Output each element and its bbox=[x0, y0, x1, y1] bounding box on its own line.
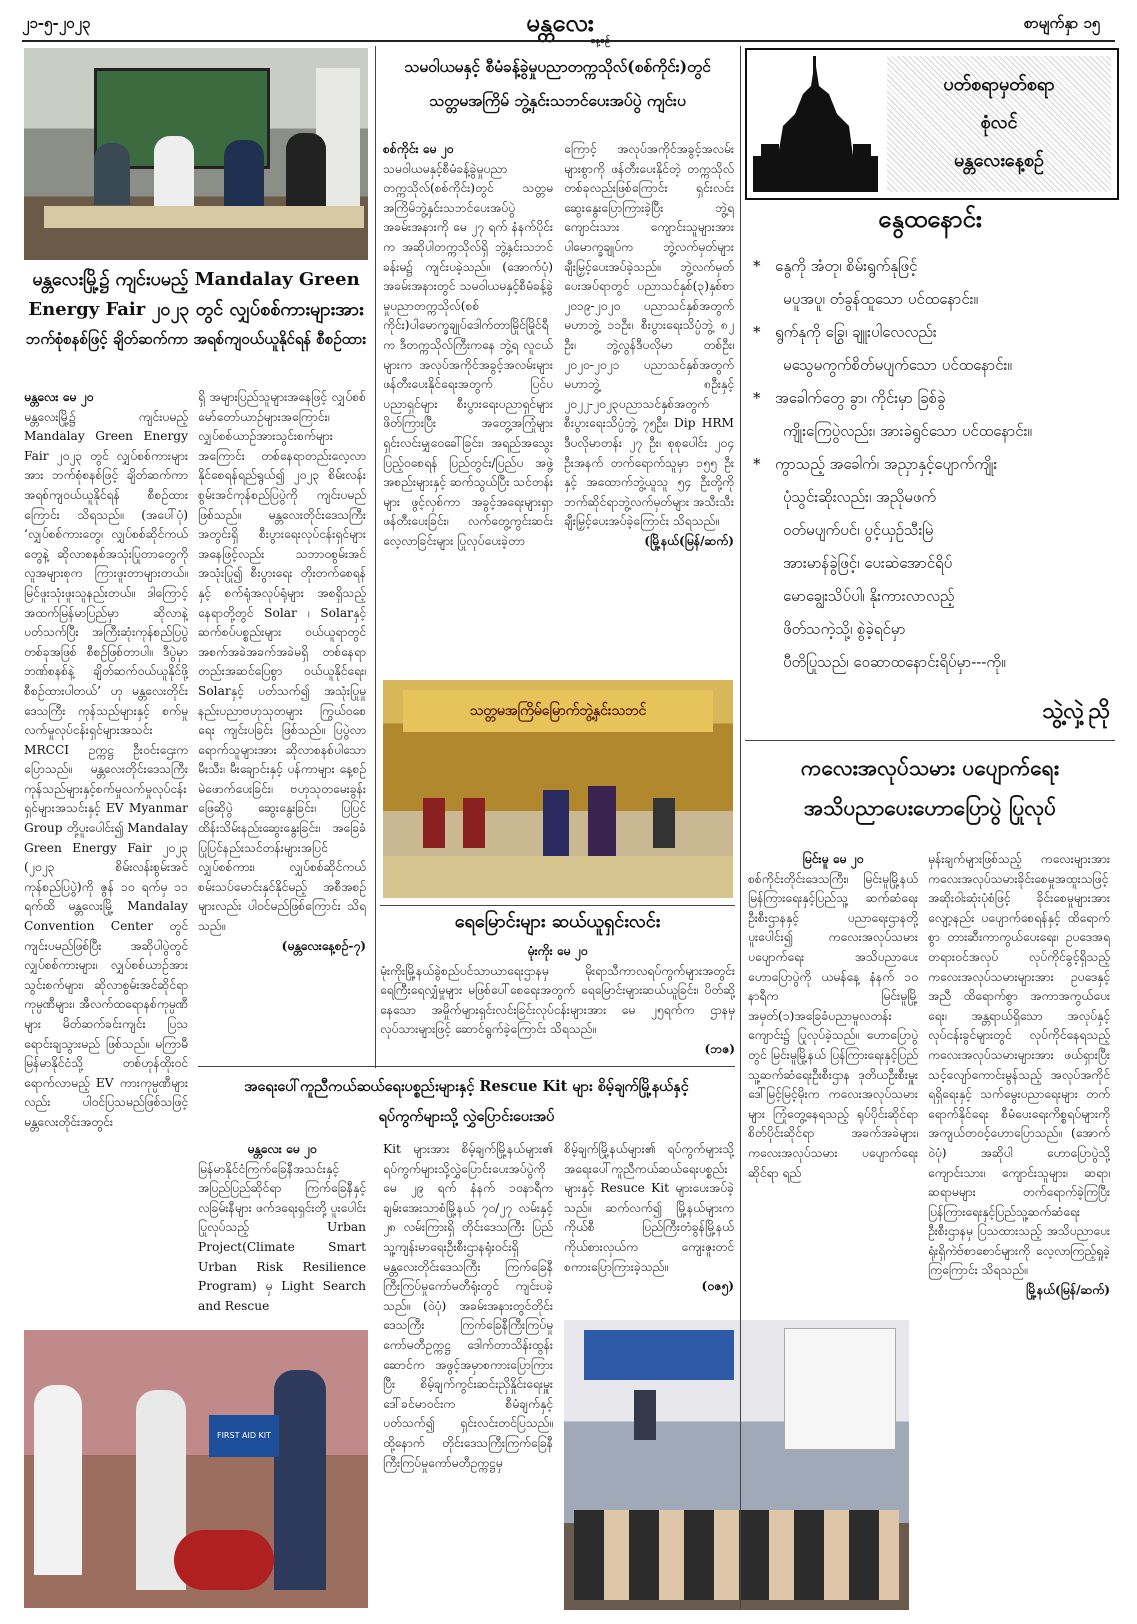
poem-body bbox=[753, 250, 1105, 679]
story4-headline-line2: ရပ်ကွက်များသို့ လွှဲပြောင်းပေးအပ် bbox=[378, 1108, 555, 1125]
star-bullet-icon: * bbox=[753, 389, 761, 407]
banner-line2: စုံလင် bbox=[980, 112, 1018, 133]
column-rule-1 bbox=[375, 46, 376, 1068]
poster-board bbox=[784, 1328, 896, 1450]
story1-headline bbox=[22, 268, 370, 349]
story3-text: မုံးကိုးမြို့နယ်ခွဲစည်ပင်သာယာရေးဌာနမှ မိုးရာသီကာလရပ်ကွက်များအတွင်း ရေကြီးရေလျှံမှုများ မဖြစ်ပေါ်စေရေးအတွက် ရေမြောင်းများဆယ်ယူခြင်း၊ ပိတ်ဆို့နေသော အမှိုက်များရှင်းလင်းခြင်းလုပ်ငန်းများအား မေ ၂၅ရက်က ဌာနမှ လုပ်သားများဖြင့် ဆောင်ရွက်ခဲ့ကြောင်း သိရသည်။ bbox=[380, 963, 735, 1037]
story4-headline-line1: အရေးပေါ်ကူညီကယ်ဆယ်ရေးပစ္စည်းများနှင့် Rescue Kit များ စိမ့်ချက်မြို့နယ်နှင့် bbox=[244, 1078, 689, 1095]
story2-text-1: သမဝါယမနှင့်စီမံခန့်ခွဲမှုပညာတက္ကသိုလ်(စစ်ကိုင်း)တွင် သတ္တမအကြိမ်ဘွဲ့နှင်းသဘင်ပေးအပ်ပွဲအခမ်းအနားကို မေ ၂၇ ရက် နံနက်ပိုင်းက အဆိုပါတက္ကသိုလ်ရှိ ဘွဲ့နှင်းသဘင်ခန်းမ၌ ကျင်းပခဲ့သည်။ (အောက်ပုံ) အခမ်းအနားတွင် သမဝါယမနှင့်စီမံခန့်ခွဲမှုပညာတက္ကသိုလ်(စစ်ကိုင်း)ပါမောက္ခချုပ်ဒေါက်တာမြိုင်မြိုင်ရီက ဒီတက္ကသိုလ်ကြီးကနေ ဘွဲ့ရ လူငယ်များက အလုပ်အကိုင်အခွင့်အလမ်းများ ဖန်တီးပေးနိုင်ရေးအတွက် ပြင်ပပညာရှင်များ စီးပွားရေးပညာရှင်များဖိတ်ကြားပြီး အတွေ့အကြုံများ ရှင်းလင်းမျှဝေခေါ်ခြင်း၊ အရည်အသွေးပြည့်ဝစေရန် ပြည်တွင်း/ပြည်ပ အဖွဲ့အစည်းများနှင့် ဆက်သွယ်ပြီး သင်တန်းများ ဖွင့်လှစ်ကာ အခွင့်အရေးများရှာ ဖန်တီးပေးခြင်း၊ လက်တွေ့ကွင်းဆင်းလေ့လာခြင်းများ ပြုလုပ်ပေးခဲ့တာ bbox=[383, 161, 553, 548]
issue-date: ၂၁-၅-၂၀၂၃ bbox=[22, 14, 91, 32]
story2-dateline: စစ်ကိုင်း မေ ၂၀ bbox=[383, 142, 454, 156]
poem-line: ကျိုးကြေပွဲလည်း၊ အားခဲရွင်သော ပင်ထနောင်း။ bbox=[783, 422, 1032, 440]
person-1 bbox=[94, 143, 130, 205]
story1-headline-line2: Energy Fair ၂၀၂၃ တွင် လျှပ်စစ်ကားများအား bbox=[28, 299, 364, 321]
table bbox=[44, 206, 364, 228]
official-1 bbox=[34, 1385, 82, 1575]
students-audience bbox=[574, 1510, 899, 1600]
story4-text-1: မြန်မာနိုင်ငံကြက်ခြေနီအသင်းနှင့်အပြည်ပြည်ဆိုင်ရာ ကြက်ခြေနီနှင့်လခြမ်းနီများ ဖက်ဒရေးရှင်းတို့ ပူးပေါင်းပြုလုပ်သည့် Urban Project(Climate Smart Urban Risk Resilience Program) မှ Light Search and Rescue bbox=[198, 1161, 366, 1313]
poem-line: ဝတ်မပျက်ပင်၊ ပွင့်ယှဉ်သီးမြဲ bbox=[783, 521, 934, 539]
story2-column-2 bbox=[564, 140, 734, 668]
poem-line: *အခေါက်တွေ ခွာ၊ ကိုင်းမှာ ခြစ်ခွဲ bbox=[775, 382, 1105, 415]
story3-credit: (ဘဇ) bbox=[704, 1041, 735, 1056]
story2-headline bbox=[380, 50, 735, 118]
story2-headline-line2: သတ္တမအကြိမ် ဘွဲ့နှင်းသဘင်ပေးအပ်ပွဲ ကျင်းပ bbox=[429, 91, 686, 110]
person-2 bbox=[154, 136, 194, 206]
story5-headline-line2: အသိပညာပေးဟောပြောပွဲ ပြုလုပ် bbox=[803, 795, 1057, 820]
poem-line: *ရွက်နုကို ခြွေ၊ ချူးပါလေလည်း bbox=[775, 316, 1105, 349]
rector-figure bbox=[588, 786, 616, 856]
star-bullet-icon: * bbox=[753, 323, 761, 341]
story2-headline-line1: သမဝါယမနှင့် စီမံခန့်ခွဲမှုပညာတက္ကသိုလ်(စစ်ကိုင်း)တွင် bbox=[404, 57, 711, 76]
poem-title: နွေထနောင်း bbox=[878, 204, 982, 233]
story1-text-2: ရှိ အများပြည်သူများအနေဖြင့် လျှပ်စစ်မော်တော်ယာဉ်များအကြောင်း၊ လျှပ်စစ်ယာဉ်အားသွင်းစက်များအကြောင်း တစ်နေရာတည်းလေ့လာနိုင်စေရန်ရည်ရွယ်၍ ၂၀၂၃ စိမ်းလန်းစွမ်းအင်ကုန်စည်ပြပွဲကို ကျင်းပမည်ဖြစ်သည်။ မန္တလေးတိုင်းဒေသကြီးအတွင်းရှိ စီးပွားရေးလုပ်ငန်းရှင်များ အနေဖြင့်လည်း သဘာဝစွမ်းအင် အသုံးပြု၍ စီးပွားရေး တိုးတက်စေရန်နှင့် စက်ရုံအလုပ်ရုံများ အစရှိသည့်နေရာတို့တွင် Solar ၊ Solarနှင့် ဆက်စပ်ပစ္စည်းများ ဝယ်ယူရာတွင် အစက်အခဲအခက်အခဲမရှိ တစ်နေရာတည်းအဆင်ပြေစွာ ဝယ်ယူနိုင်ရေး၊ Solarနှင့် ပတ်သက်၍ အသုံးပြုမှုနည်းပညာဗဟုသုတများ ကြွယ်ဝစေရေး ကျင်းပခြင်း ဖြစ်သည်။ ပြပွဲလာရောက်သူများအား ဆိုလာစနစ်ပါသော မီးသီး၊ မီးချောင်းနှင့် ပန်ကာများ နေ့စဉ်မဲဖောက်ပေးခြင်း၊ ဗဟုသုတမေးခွန်းဖြေဆိုပွဲ ဆွေးနွေးခြင်း၊ ပြပြင်ထိန်းသိမ်းနည်းဆွေးနွေးခြင်း၊ အခြေခံပြုပြင်နည်းသင်တန်းများအပြင် လျှပ်စစ်ကား၊ လျှပ်စစ်ဆိုင်ကယ် စမ်းသပ်မောင်းနှင်နိုင်မည့် အစီအစဉ်များလည်း ပါဝင်မည်ဖြစ်ကြောင်း သိရသည်။ bbox=[198, 390, 366, 934]
story5-headline bbox=[745, 748, 1115, 828]
star-bullet-icon: * bbox=[753, 455, 761, 473]
stage-flowers bbox=[383, 856, 733, 898]
story1-credit: (မန္တလေးနေ့စဉ်-၇) bbox=[281, 938, 366, 953]
story4-text-3: စိမ့်ချက်မြို့နယ်များ၏ ရပ်ကွက်များသို့ အရေးပေါ်ကူညီကယ်ဆယ်ရေးပစ္စည်းများနှင့် Resuce Kit များပေးအပ်ခဲ့သည်။ ဆက်လက်၍ မြို့နယ်များက ကိုယ်စီ ပြည်ကြီးတံခွန်မြို့နယ်ကိုယ်စားလှယ်က ကျေးဇူးတင်စကားပြောကြားခဲ့သည်။ bbox=[564, 1142, 734, 1274]
masthead-title: မန္တလေး bbox=[526, 8, 594, 37]
story3-rule bbox=[380, 905, 735, 906]
speaker bbox=[634, 1390, 656, 1440]
graduate-figure bbox=[543, 790, 569, 856]
story1-text-1: မန္တလေးမြို့၌ ကျင်းပမည့် Mandalay Green Energy Fair ၂၀၂၃ တွင် လျှပ်စစ်ကားများအား ဘက်စုံစနစ်ဖြင့် ချိတ်ဆက်ကာ အရစ်ကျဝယ်ယူနိုင်ရန် စီစဉ်ထားကြောင်း သိရသည်။ (အပေါ်ပုံ) ‘လျှပ်စစ်ကားတွေ၊ လျှပ်စစ်ဆိုင်ကယ်တွေနဲ့ ဆိုလာစနစ်အသုံးပြုတာတွေကို လူအများစုက ကြားဖူးတာများတယ်။ မြင်ဖူးသုံးဖူးသူနည်းတယ်။ ဒါကြောင့်အထက်မြန်မာပြည်မှာ ဆိုလာနဲ့ ပတ်သက်ပြီး အကြီးဆုံးကုန်စည်ပြပွဲတစ်ခုအဖြစ် စီစဉ်ဖြစ်တာပါ။ ဒီပွဲမှာ ဘဏ်စနစ်နဲ့ ချိတ်ဆက်ဝယ်ယူနိုင်ဖို့ စီစဉ်ထားပါတယ်’ ဟု မန္တလေးတိုင်းဒေသကြီး ကုန်သည်များနှင့် စက်မှုလက်မှုလုပ်ငန်းရှင်များအသင်း MRCCI ဥက္ကဋ္ဌ ဦးဝင်းဌေးက ပြောသည်။ မန္တလေးတိုင်းဒေသကြီး ကုန်သည်များနှင့်စက်မှုလက်မှုလုပ်ငန်းရှင်များအသင်းနှင့် EV Myanmar Group တို့ပူးပေါင်း၍ Mandalay Green Energy Fair ၂၀၂၃ (၂၀၂၃ စိမ်းလန်းစွမ်းအင်ကုန်စည်ပြပွဲ)ကို ဇွန် ၁၀ ရက်မှ ၁၁ ရက်ထိ မန္တလေးမြို့ Mandalay Convention Center တွင် ကျင်းပမည်ဖြစ်ပြီး အဆိုပါပွဲတွင် လျှပ်စစ်ကားများ၊ လျှပ်စစ်ယာဉ်အားသွင်းစက်များ၊ ဆိုလာစွမ်းအင်ဆိုင်ရာကုမ္ပဏီများ၊ အီလက်ထရောနစ်ကုမ္ပဏီများ မိတ်ဆက်ခင်းကျင်း ပြသရောင်းချသွားမည် ဖြစ်သည်။ မကြာမီ မြန်မာနိုင်ငံသို့ တစ်ဟုန်ထိုးဝင်ရောက်လာမည့် EV ကားကုမ္ပဏီများလည်း ပါဝင်ပြသမည်ဖြစ်သဖြင့် မန္တလေးတိုင်းအတွင်း bbox=[24, 409, 188, 1129]
story4-headline bbox=[198, 1072, 735, 1132]
poem-line: ဖိတ်သကဲ့သို့၊ စွဲခဲ့ရင်မှာ bbox=[783, 620, 906, 638]
story5-headline-line1: ကလေးအလုပ်သမား ပပျောက်ရေး bbox=[800, 755, 1060, 780]
story5-text-2: မှန်းချက်များဖြစ်သည့် ကလေးများအား ကလေးအလုပ်သမားခိုင်းစေမှုအထူးသဖြင့် အဆိုးဝါးဆုံးပုံစံဖြင့် ခိုင်းစေမှုများအား လျော့နည်း ပပျောက်စေရန်နှင့် ထိရောက်စွာ တားဆီးကာကွယ်ပေးရေး၊ ဥပဒေအရ တရားဝင်အလုပ် လုပ်ကိုင်ခွင့်ရှိသည့် ကလေးအလုပ်သမားများအား ဥပဒေနှင့်အညီ ထိရောက်စွာ အကာအကွယ်ပေးရေး၊ အန္တရာယ်ရှိသော အလုပ်နှင့် လုပ်ငန်းခွင်များတွင် လုပ်ကိုင်နေရသည့် ကလေးအလုပ်သမားများအား ဖယ်ရှားပြီးသင့်လျော်ကောင်းမွန်သည့် အလုပ်အကိုင်ရရှိရေးနှင့် သက်မွေးပညာရေးများ တက်ရောက်နိုင်ရေး စီမံပေးရေးကိစ္စရပ်များကို အကျယ်တဝင့်ဟောပြောသည်။ (အောက်ဝဲပုံ) အဆိုပါ ဟောပြောပွဲသို့ ကျောင်းသား၊ ကျောင်းသူများ၊ ဆရာ၊ဆရာမများ တက်ရောက်ခဲ့ကြပြီး ပြန်ကြားရေးနှင့်ပြည်သူ့ဆက်ဆံရေးဦးစီးဌာနမှ ပြသထားသည့် အသိပညာပေးရုံးရှိကဲဗ်စာစောင်များကို လေ့လာကြည့်ရှုခဲ့ကြကြောင်း သိရသည်။ bbox=[928, 852, 1110, 1278]
poem-line: အားမာန်ခွဲဖြင့်၊ ပေးဆဲအောင်ရိပ် bbox=[783, 554, 953, 572]
poem-line: မောချွေးသိပ်ပါ၊ နိုးကားလာလည့် bbox=[783, 587, 955, 605]
attendee-2 bbox=[463, 798, 485, 848]
story4-dateline: မန္တလေး မေ ၂၀ bbox=[247, 1142, 317, 1156]
photo-child-labour-talk bbox=[564, 1320, 909, 1610]
story4-text-2: Kit များအား စိမ့်ချက်မြို့နယ်များ၏ ရပ်ကွက်များသို့လွှဲပြောင်းပေးအပ်ပွဲကို မေ ၂၉ ရက် နံနက် ၁၀နာရီက ချမ်းအေးသာစံမြို့နယ် ၇၀/၂၇ လမ်းနှင့် ၂၈ လမ်းကြားရှိ တိုင်းဒေသကြီး ပြည်သူ့ကျန်းမာရေးဦးစီးဌာနရုံး၀င်းရှိ မန္တလေးတိုင်းဒေသကြီး ကြက်ခြေနီကြီးကြပ်မှုကော်မတီရုံးတွင် ကျင်းပခဲ့သည်။ (ဝဲပုံ) အခမ်းအနားတွင်တိုင်းဒေသကြီး ကြက်ခြေနီကြီးကြပ်မှုကော်မတီဥက္ကဋ္ဌ ဒေါက်တာသိန်းထွန်းဆောင်က အဖွင့်အမှာစကားပြောကြားပြီး စိမ့်ချက်ကွင်းဆင်းညှိနှိုင်းရေးမှူး ဒေါ်ခင်မာဝင်းက စီမံချက်နှင့် ပတ်သက်၍ ရှင်းလင်းတင်ပြသည်။ ထို့နောက် တိုင်းဒေသကြီးကြက်ခြေနီကြီးကြပ်မှုကော်မတီဥက္ကဋ္ဌမှ bbox=[383, 1142, 553, 1470]
poem-line: *နွေကို အံတု၊ စိမ်းရွက်နုဖြင့် bbox=[775, 250, 1105, 283]
talk-banner bbox=[584, 1330, 734, 1380]
poem-banner-box bbox=[745, 48, 1119, 200]
equipment bbox=[174, 1530, 274, 1590]
story5-column-2 bbox=[928, 850, 1110, 1612]
poem-line: ပုံသွင်းဆိုးလည်း၊ အညိုမဖက် bbox=[783, 488, 937, 506]
header-rule bbox=[22, 40, 1115, 42]
page-number: စာမျက်နှာ ၁၅ bbox=[1024, 14, 1101, 32]
photo-rescue-kit-handover bbox=[24, 1330, 368, 1608]
story2-text-2: ကြောင့် အလုပ်အကိုင်အခွင့်အလမ်းများစွာကို ဖန်တီးပေးနိုင်တဲ့ တက္ကသိုလ်တစ်ခုလည်းဖြစ်ကြောင်း ရှင်းလင်းဆွေးနွေးပြောကြားခဲ့ပြီး ဘွဲ့ရကျောင်းသား ကျောင်းသူများအား ပါမောက္ခချုပ်က ဘွဲ့လက်မှတ်များ ချီးမြှင့်ပေးအပ်ခဲ့သည်။ ဘွဲ့လက်မှတ်ပေးအပ်ရာတွင် ပညာသင်နှစ်(၃)နှစ်စာ ၂၀၁၉-၂၀၂၀ ပညာသင်နှစ်အတွက် မဟာဘွဲ့ ၁၁ဦး၊ စီးပွားရေးသိပ္ပံဘွဲ့ ၈၂ ဦး၊ ဘွဲ့လွန်ဒီပလိုမာ တစ်ဦး၊ ၂၀၂၀-၂၀၂၁ ပညာသင်နှစ်အတွက် မဟာဘွဲ့ ၈ဦးနှင့် ၂၀၂၂-၂၀၂၃ပညာသင်နှစ်အတွက် စီးပွားရေးသိပ္ပံဘွဲ့ ၇၅ဦး၊ Dip HRM ဒီပလိုမာတန်း ၂၇ ဦး၊ စုစုပေါင်း ၂၀၄ ဦးအနက် တက်ရောက်သူမှာ ၁၅၅ ဦးနှင့် အထောက်ဘွဲ့ယူသူ ၅၄ ဦးတို့ကို ဘက်ဆိုင်ရာဘွဲ့လက်မှတ်များ အသီးသီးချီးမြှင့်ပေးအပ်ခဲ့ကြောင်း သိရသည်။ bbox=[564, 142, 734, 529]
person-4 bbox=[286, 133, 326, 207]
palace-icon bbox=[753, 56, 878, 192]
story3-dateline: မုံးကိုး မေ ၂၀ bbox=[527, 944, 588, 958]
convocation-banner: သတ္တမအကြိမ်မြောက်ဘွဲ့နှင်းသဘင် bbox=[403, 690, 713, 732]
story4-column-3 bbox=[564, 1140, 734, 1310]
attendee-1 bbox=[423, 798, 445, 848]
star-bullet-icon: * bbox=[753, 257, 761, 275]
first-aid-kit: FIRST AID KIT bbox=[209, 1415, 279, 1457]
banner-line3: မန္တလေးနေ့စဉ် bbox=[954, 150, 1044, 171]
poem-line: ပီတိပြုသည်၊ ဝေဆာထနောင်းရိပ်မှာ---ကို။ bbox=[783, 653, 1006, 671]
story2-credit: (မြို့နယ်(မြန်/ဆက်) bbox=[644, 533, 734, 548]
poem-author: သွဲ့လှဲ့ညို bbox=[1042, 698, 1110, 724]
story4-credit: (ဝဇ၅) bbox=[701, 1279, 734, 1294]
banner-line1: ပတ်စရာမှတ်စရာ bbox=[943, 74, 1055, 95]
official-3 bbox=[274, 1370, 326, 1590]
story3-headline: ရေမြောင်းများ ဆယ်ယူရှင်းလင်း bbox=[454, 911, 661, 932]
story5-text-1: စစ်ကိုင်းတိုင်းဒေသကြီး၊ မြင်းမူမြို့နယ် မြန်ကြားရေးနှင့်ပြည်သူ့ ဆက်ဆံရေးဦးစီးဌာနနှင့် ပညာရေးဌာနတို့ ပူးပေါင်း၍ ကလေးအလုပ်သမားပပျောက်ရေး အသိပညာပေးဟောပြောပွဲကို ယမန်နေ့ နံနက် ၁၀ နာရီက မြင်းမူမြို့ အမှတ်(၁)အခြေခံပညာမူလတန်းကျောင်း၌ ပြုလုပ်ခဲ့သည်။ ဟောပြောပွဲတွင် မြင်းမူမြို့နယ် ပြန်ကြားရေးနှင့်ပြည်သူ့ဆက်ဆံရေးဦးစီးဌာန ဒုတိယဦးစီးမှူး ဒေါ်မြင့်မြင့်မိုးက ကလေးအလုပ်သမားများ ကြုံတွေ့နေရသည့် ရုပ်ပိုင်းဆိုင်ရာ စိတ်ပိုင်းဆိုင်ရာ အခက်အခဲများ၊ ကလေးအလုပ်သမား ပပျောက်ရေးဆိုင်ရာ ရည် bbox=[748, 871, 918, 1180]
story1-headline-line1: မန္တလေးမြို့၌ ကျင်းပမည့် Mandalay Green bbox=[32, 269, 360, 290]
story5-rule bbox=[745, 740, 1115, 741]
story1-dateline: မန္တလေး မေ ၂၀ bbox=[24, 390, 94, 404]
story5-column-1 bbox=[748, 850, 918, 1320]
story4-rule bbox=[198, 1066, 735, 1067]
story1-headline-line3: ဘက်စုံစနစ်ဖြင့် ချိတ်ဆက်ကာ အရစ်ကျဝယ်ယူနိုင်ရန် စီစဉ်ထား bbox=[25, 329, 367, 348]
attendee-3 bbox=[653, 798, 675, 848]
photo-energy-fair-press bbox=[24, 48, 368, 260]
poem-line: မသွေမကွက်စိတ်မပျက်သော ပင်ထနောင်း။ bbox=[783, 356, 1012, 374]
banner-title bbox=[887, 66, 1111, 180]
story1-column-1 bbox=[24, 388, 188, 1323]
photo-convocation bbox=[383, 680, 733, 898]
poem-line: မပူအပူ၊ တံခွန်ထူသော ပင်ထနောင်း။ bbox=[783, 290, 979, 308]
story3-body bbox=[380, 942, 735, 1062]
story4-column-1 bbox=[198, 1140, 366, 1322]
story5-dateline: မြင်းမူ မေ ၂၀ bbox=[802, 852, 864, 866]
story5-credit: မြို့နယ်(မြန်/ဆက်) bbox=[1025, 1283, 1110, 1298]
story2-column-1 bbox=[383, 140, 553, 668]
column-rule-2 bbox=[740, 46, 741, 1610]
person-3 bbox=[224, 140, 264, 206]
story4-column-2 bbox=[383, 1140, 553, 1610]
poem-line: *ကွာသည့် အခေါက်၊ အညှာနှင့်ပျောက်ကျိုး bbox=[775, 448, 1105, 481]
